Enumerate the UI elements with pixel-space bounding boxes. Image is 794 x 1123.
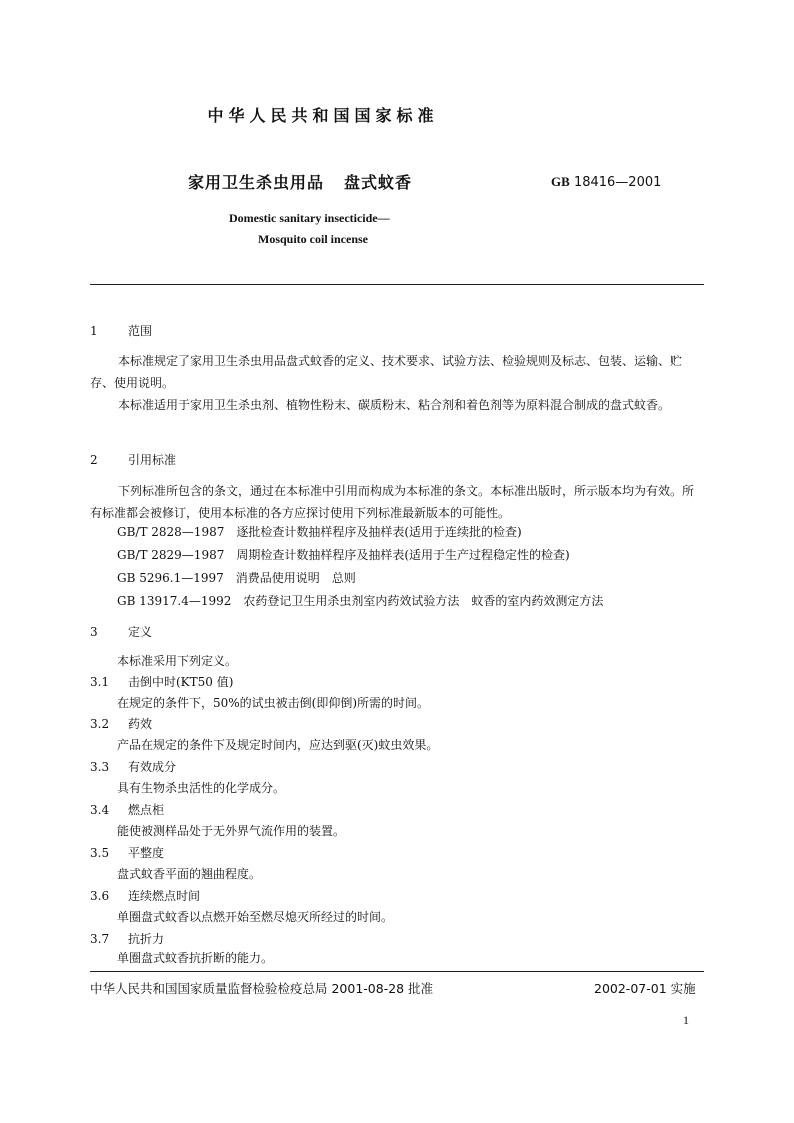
definition-description: 具有生物杀虫活性的化学成分。 [117,781,286,795]
reference-item: GB 5296.1—1997 消费品使用说明 总则 [117,571,356,585]
definition-description: 盘式蚊香平面的翘曲程度。 [117,867,262,881]
standard-name: 中华人民共和国国家标准 [207,106,439,125]
definition-term: 3.2 药效 [90,717,153,731]
section-3-heading: 3 定义 [90,625,153,639]
definition-term: 3.3 有效成分 [90,760,177,774]
standard-code [551,174,661,190]
definition-term: 3.1 击倒中时(KT50 值) [90,675,234,689]
title-chinese [188,170,412,193]
definition-term: 3.6 连续燃点时间 [90,889,201,903]
reference-item: GB 13917.4—1992 农药登记卫生用杀虫剂室内药效试验方法 蚊香的室内药效测定方法 [117,594,604,608]
definition-description: 产品在规定的条件下及规定时间内，应达到驱(灭)蚊虫效果。 [117,738,439,752]
code-number: 18416—2001 [573,175,662,190]
section-2-paragraph: 下列标准所包含的条文，通过在本标准中引用而构成为本标准的条文。本标准出版时，所示版本均为有效。所有标准都会被修订，使用本标准的各方应探讨使用下列标准最新版本的可能性。 [90,484,695,520]
section-1-paragraph-2: 本标准适用于家用卫生杀虫剂、植物性粉末、碳质粉末、粘合剂和着色剂等为原料混合制成的盘式蚊香。 [118,398,671,412]
approval-statement: 中华人民共和国国家质量监督检验检疫总局 2001-08-28 批准 [90,981,434,996]
title-cn-part2: 盘式蚊香 [344,173,413,192]
footer-divider [90,971,704,972]
section-2-heading: 2 引用标准 [90,453,177,467]
header-divider [90,284,704,285]
effective-date: 2002-07-01 实施 [594,981,696,996]
section-1-paragraph-1: 本标准规定了家用卫生杀虫用品盘式蚊香的定义、技术要求、试验方法、检验规则及标志、包装、运输、贮存、使用说明。 [90,354,683,390]
reference-item: GB/T 2829—1987 周期检查计数抽样程序及抽样表(适用于生产过程稳定性的检查) [117,548,570,562]
reference-item: GB/T 2828—1987 逐批检查计数抽样程序及抽样表(适用于连续批的检查) [117,525,522,539]
definition-term: 3.4 燃点柜 [90,803,165,817]
definition-term: 3.7 抗折力 [90,932,165,946]
section-1-heading: 1 范围 [90,324,153,338]
title-english-line1: Domestic sanitary insecticide— [229,211,390,225]
definition-description: 在规定的条件下，50%的试虫被击倒(即仰倒)所需的时间。 [117,696,430,710]
definition-term: 3.5 平整度 [90,846,165,860]
section-3-intro: 本标准采用下列定义。 [117,654,238,668]
definition-description: 单圈盘式蚊香抗折断的能力。 [117,951,274,965]
reference-list [117,521,603,613]
title-cn-part1: 家用卫生杀虫用品 [188,173,325,192]
title-english-line2: Mosquito coil incense [258,232,368,246]
page-number: 1 [683,1013,689,1027]
definition-description: 单圈盘式蚊香以点燃开始至燃尽熄灭所经过的时间。 [117,910,394,924]
code-prefix: GB [551,174,570,189]
definition-description: 能使被测样品处于无外界气流作用的装置。 [117,824,346,838]
